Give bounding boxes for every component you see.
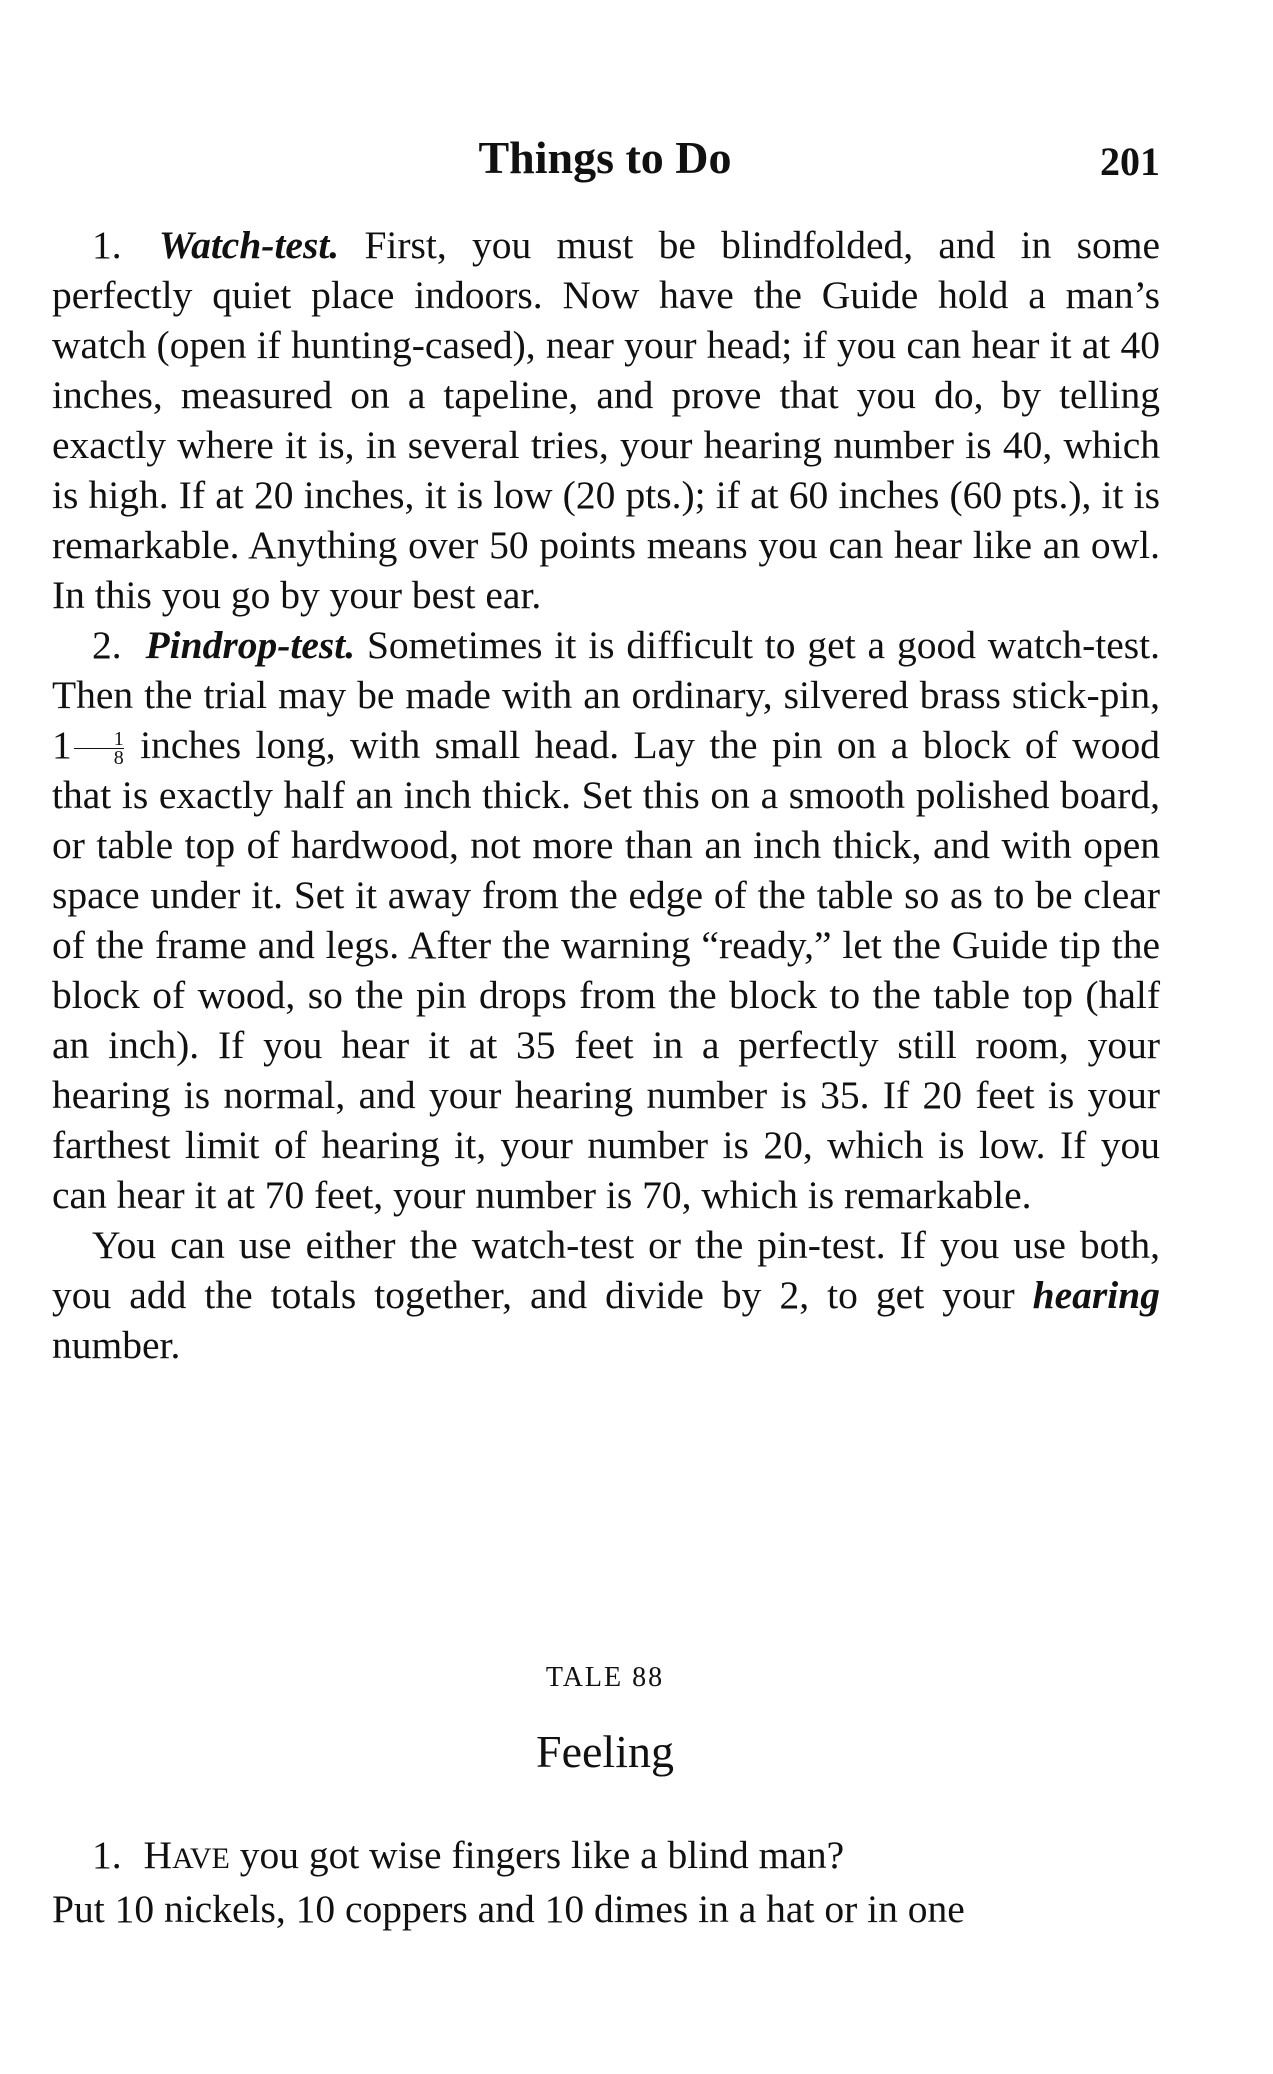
fraction: [74, 728, 124, 770]
paragraph-pindrop-test: [52, 620, 1160, 1220]
fraction-denominator: 8: [74, 748, 124, 767]
drop-word-rest: AVE: [172, 1842, 230, 1875]
paragraph-text: number.: [52, 1323, 181, 1367]
paragraph-feeling: [52, 1830, 1160, 1884]
paragraph-text: You can use either the watch-test or the pin-test. If you use both, you add the totals together, and divide by 2, to get your: [52, 1223, 1160, 1317]
paragraph-watch-test: [52, 220, 1160, 620]
paragraph-text: First, you must be blindfolded, and in some perfectly quiet place indoors. Now have the Guide hold a man’s watch (open if hunting-cased), near your head; if you can hear it at 40 inches, measured on a tapeline, and prove that you do, by telling exactly where it is, in several tries, your hearing number is 40, which is high. If at 20 inches, it is low (20 pts.); if at 60 inches (60 pts.), it is remarkable. Anything over 50 points means you can hear like an owl. In this you go by your best ear.: [52, 223, 1161, 617]
paragraph-text: inches long, with small head. Lay the pin on a block of wood that is exactly half an inch thick. Set this on a smooth polished board, or table top of hardwood, not more than an inch thick, and with open space under it. Set it away from the edge of the table so as to be clear of the frame and legs. After the warning “ready,” let the Guide tip the block of wood, so the pin drops from the block to the table top (half an inch). If you hear it at 35 feet in a perfectly still room, your hearing is normal, and your hearing number is 35. If 20 feet is your farthest limit of hearing it, your number is 20, which is low. If you can hear it at 70 feet, your number is 70, which is remarkable.: [52, 723, 1161, 1217]
tale-text: [52, 1830, 1160, 1934]
tale-label: TALE 88: [545, 1662, 665, 1693]
item-number: 1.: [92, 1833, 122, 1877]
paragraph-text: Sometimes it is difficult to get a good watch-test. Then the trial may be made with an ordinary, silvered brass stick-pin, 1: [52, 623, 1161, 767]
main-text: [52, 220, 1160, 1370]
paragraph-closing: [52, 1220, 1160, 1370]
paragraph-text: Put 10 nickels, 10 coppers and 10 dimes in a hat or in one: [52, 1887, 965, 1931]
running-head: [50, 128, 1160, 188]
page-number: 201: [1100, 139, 1160, 184]
paragraph-line: [52, 1884, 1160, 1934]
drop-word-initial: H: [143, 1833, 173, 1877]
item-title: Pindrop-test.: [145, 623, 356, 667]
paragraph-text: you got wise fingers like a blind man?: [239, 1833, 845, 1877]
item-number: 1.: [92, 223, 122, 267]
item-title: Watch-test.: [158, 223, 340, 267]
tale-title: Feeling: [536, 1726, 674, 1777]
page-title: Things to Do: [478, 132, 732, 183]
fraction-numerator: 1: [113, 728, 124, 751]
emphasis-text: hearing: [1032, 1273, 1160, 1317]
item-number: 2.: [92, 623, 122, 667]
